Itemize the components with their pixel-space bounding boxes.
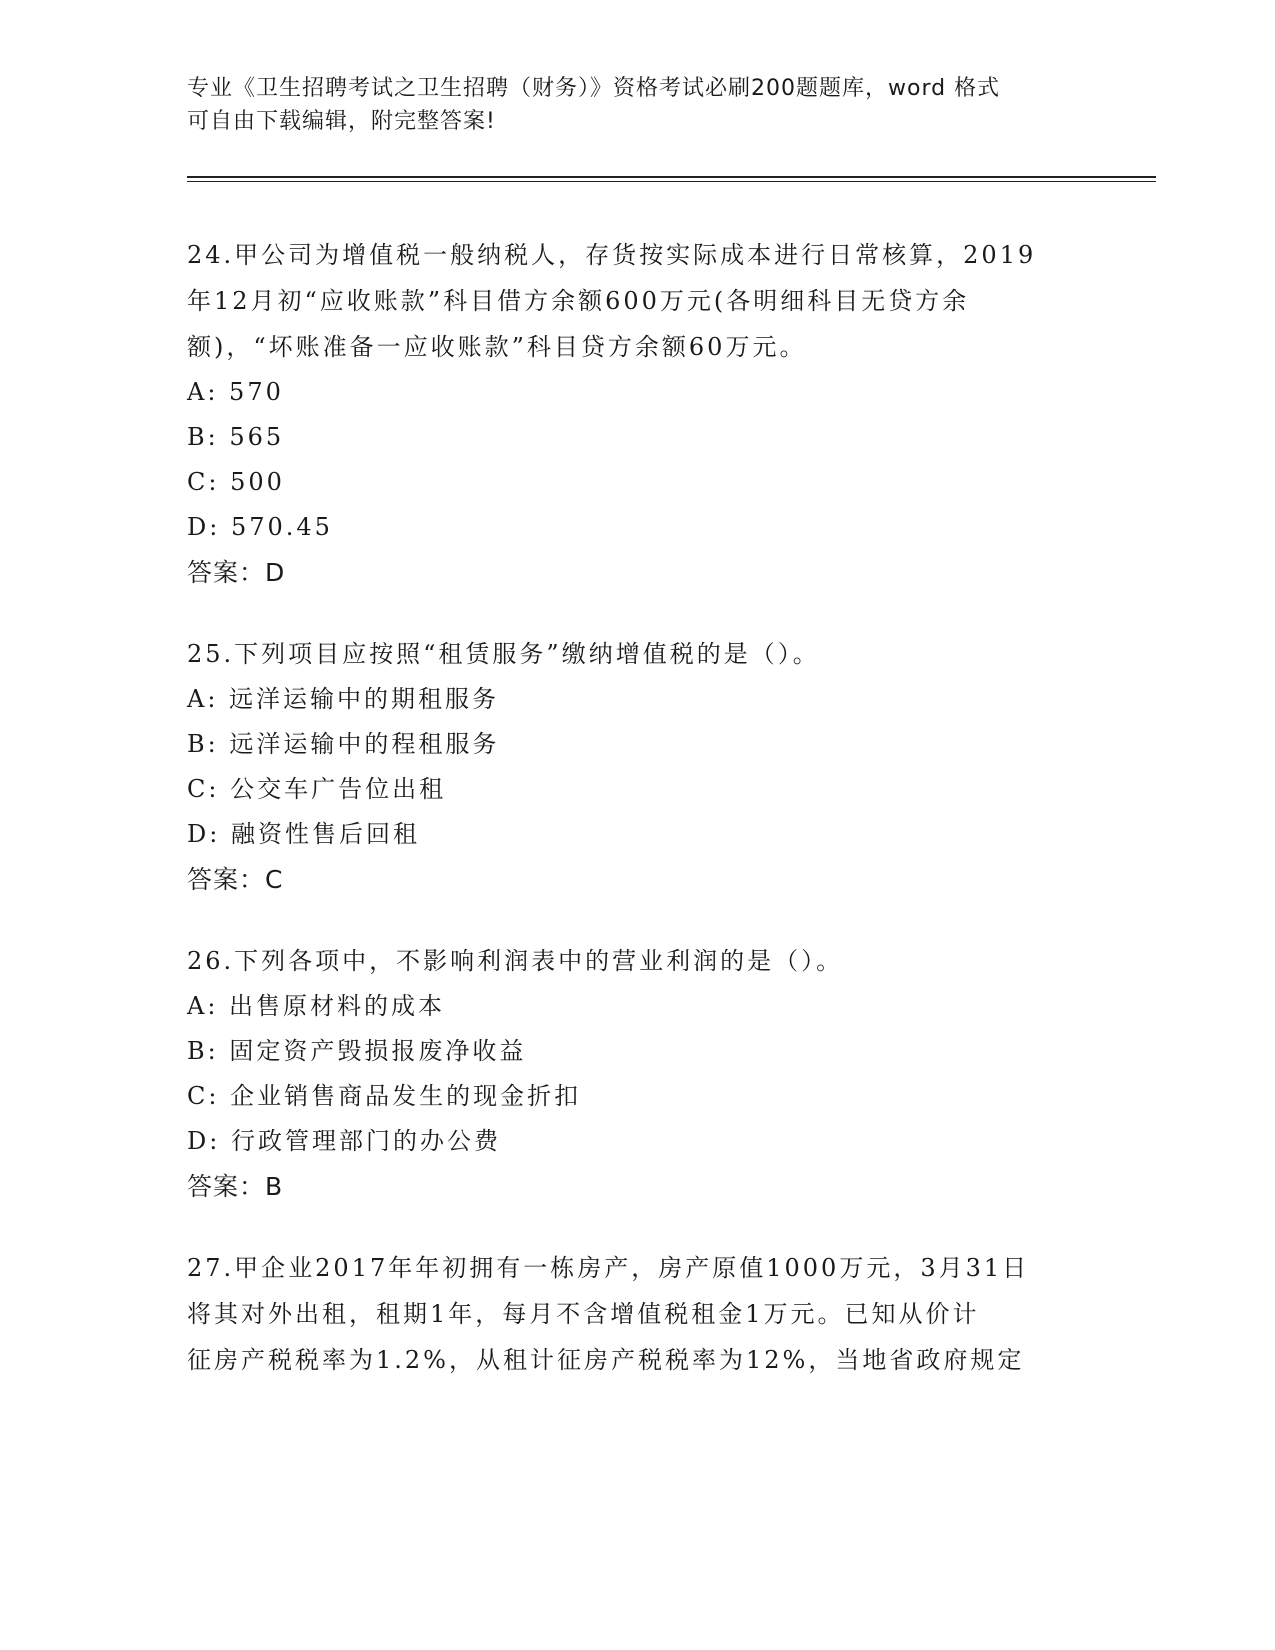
question-stem — [187, 1245, 1087, 1383]
stem-line: 24.甲公司为增值税一般纳税人，存货按实际成本进行日常核算，2019 — [187, 241, 1037, 269]
answer: 答案：B — [187, 1172, 284, 1201]
stem-line: 将其对外出租，租期1年，每月不含增值税租金1万元。已知从价计 — [187, 1300, 980, 1328]
option-b: B: 远洋运输中的程租服务 — [187, 730, 500, 758]
option-b: B: 固定资产毁损报废净收益 — [187, 1037, 527, 1065]
question-27 — [187, 1245, 1087, 1383]
question-26 — [187, 938, 1087, 1210]
option-a: A: 570 — [187, 378, 284, 406]
option-a: A: 远洋运输中的期租服务 — [187, 685, 500, 713]
header-line-1: 专业《卫生招聘考试之卫生招聘（财务）》资格考试必刷200题题库，word 格式 — [187, 76, 1001, 101]
stem-line: 27.甲企业2017年年初拥有一栋房产，房产原值1000万元，3月31日 — [187, 1254, 1030, 1282]
question-25 — [187, 631, 1087, 903]
answer: 答案：C — [187, 865, 284, 894]
header-divider — [187, 176, 1156, 182]
option-d: D: 行政管理部门的办公费 — [187, 1127, 501, 1155]
stem-line: 25.下列项目应按照“租赁服务”缴纳增值税的是（）。 — [187, 640, 820, 668]
stem-line: 额)，“坏账准备一应收账款”科目贷方余额60万元。 — [187, 333, 807, 361]
header-line-2: 可自由下载编辑，附完整答案! — [187, 109, 496, 134]
question-stem — [187, 232, 1087, 370]
stem-line: 年12月初“应收账款”科目借方余额600万元(各明细科目无贷方余 — [187, 287, 970, 315]
stem-line: 征房产税税率为1.2%，从租计征房产税税率为12%，当地省政府规定 — [187, 1346, 1025, 1374]
stem-line: 26.下列各项中，不影响利润表中的营业利润的是（）。 — [187, 947, 844, 975]
option-d: D: 融资性售后回租 — [187, 820, 420, 848]
question-list — [187, 232, 1087, 1418]
question-stem — [187, 631, 1087, 677]
answer: 答案：D — [187, 558, 286, 587]
option-c: C: 500 — [187, 468, 285, 496]
option-c: C: 企业销售商品发生的现金折扣 — [187, 1082, 582, 1110]
question-stem — [187, 938, 1087, 984]
document-header — [187, 72, 1077, 138]
option-c: C: 公交车广告位出租 — [187, 775, 447, 803]
question-24 — [187, 232, 1087, 596]
option-a: A: 出售原材料的成本 — [187, 992, 446, 1020]
option-d: D: 570.45 — [187, 513, 333, 541]
option-b: B: 565 — [187, 423, 285, 451]
